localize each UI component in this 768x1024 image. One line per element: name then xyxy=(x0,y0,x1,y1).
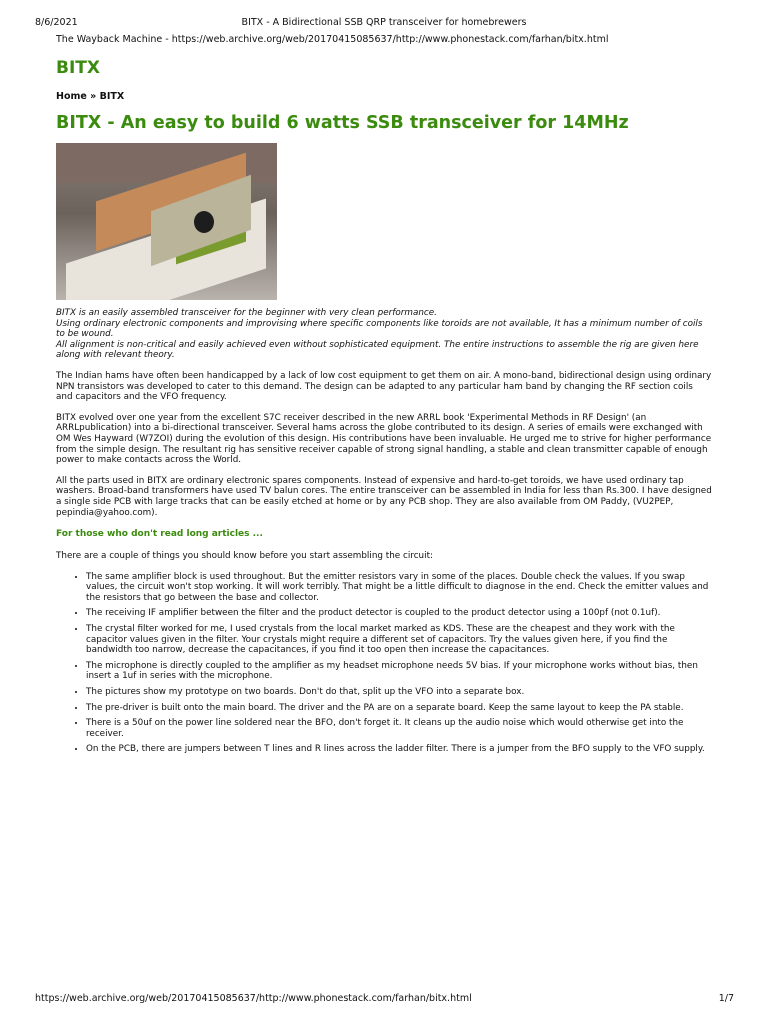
intro-line: Using ordinary electronic components and improvising where specific components like toroids are not available, It has a minimum number of coils to be wound. xyxy=(56,318,703,340)
print-footer xyxy=(0,993,768,1005)
paragraph: The Indian hams have often been handicapped by a lack of low cost equipment to get them on air. A mono-band, bidirectional design using ordinary NPN transistors was developed to cater to this demand. The design can be adapted to any particular ham band by changing the RF section coils and capacitors and the VFO frequency. xyxy=(56,370,712,403)
breadcrumb-home-link[interactable]: Home xyxy=(56,91,87,102)
list-item: • The receiving IF amplifier between the filter and the product detector is coupled to the product detector using a 100pf (not 0.1uf). xyxy=(86,608,712,619)
list-item: • The same amplifier block is used throughout. But the emitter resistors vary in some of the places. Double check the values. If you swap values, the circuit won't stop working. It will work terribly. That might be a little difficult to diagnose in the end. Check the emitter values and the resistors that go between the base and collector. xyxy=(86,572,712,604)
list-item: • On the PCB, there are jumpers between T lines and R lines across the ladder filter. There is a jumper from the BFO supply to the VFO supply. xyxy=(86,744,712,755)
intro-summary xyxy=(56,308,712,361)
intro-line: All alignment is non-critical and easily achieved even without sophisticated equipment. The entire instructions to assemble the rig are given here along with relevant theory. xyxy=(56,339,699,361)
list-item: • The crystal filter worked for me, I used crystals from the local market marked as KDS. These are the cheapest and they work with the capacitor values given in the filter. Your crystals might require a different set of capacitors. Try the values given here, if you find the bandwidth too narrow, decrease the capacitances, if you find it too open then increase the capacitances. xyxy=(86,624,712,656)
print-date: 8/6/2021 xyxy=(35,17,78,28)
breadcrumb-current: BITX xyxy=(99,91,125,102)
breadcrumb-separator: » xyxy=(86,91,100,102)
tips-list xyxy=(56,572,712,755)
print-header xyxy=(0,17,768,29)
page-title: BITX - An easy to build 6 watts SSB transceiver for 14MHz xyxy=(56,113,629,133)
print-url: https://web.archive.org/web/20170415085637/http://www.phonestack.com/farhan/bitx.html xyxy=(35,993,472,1004)
breadcrumb xyxy=(56,90,712,103)
article xyxy=(56,56,712,760)
section-subheading: For those who don't read long articles ... xyxy=(56,529,263,540)
page-number: 1/7 xyxy=(718,993,734,1004)
list-item: • There is a 50uf on the power line soldered near the BFO, don't forget it. It cleans up the audio noise which would otherwise get into the receiver. xyxy=(86,718,712,739)
transceiver-photo xyxy=(56,143,277,300)
intro-line: BITX is an easily assembled transceiver for the beginner with very clean performance. xyxy=(56,308,437,318)
wayback-banner: The Wayback Machine - https://web.archive.org/web/20170415085637/http://www.phonestack.com/farhan/bitx.html xyxy=(56,34,609,45)
paragraph: BITX evolved over one year from the excellent S7C receiver described in the new ARRL book 'Experimental Methods in RF Design' (an ARRLpublication) into a bi-directional transceiver. Several hams across the globe contributed to its design. A series of emails were exchanged with OM Wes Hayward (W7ZOI) during the evolution of this design. His contributions have been invaluable. He urged me to strive for higher performance from the simple design. The resultant rig has sensitive receiver capable of strong signal handling, a stable and clean transmitter capable of enough power to make contacts across the World. xyxy=(56,412,712,466)
list-item: • The pictures show my prototype on two boards. Don't do that, split up the VFO into a separate box. xyxy=(86,687,712,698)
tips-lead: There are a couple of things you should know before you start assembling the circuit: xyxy=(56,551,433,562)
site-title[interactable]: BITX xyxy=(56,58,100,78)
photo-tuning-knob xyxy=(194,211,214,233)
paragraph: All the parts used in BITX are ordinary electronic spares components. Instead of expensive and hard-to-get toroids, we have used ordinary tap washers. Broad-band transformers have used TV balun cores. The entire transceiver can be assembled in India for less than Rs.300. I have designed a single side PCB with large tracks that can be easily etched at home or by any PCB shop. They are also available from OM Paddy, (VU2PEP, pepindia@yahoo.com). xyxy=(56,475,712,518)
list-item: • The microphone is directly coupled to the amplifier as my headset microphone needs 5V bias. If your microphone works without bias, then insert a 1uf in series with the microphone. xyxy=(86,661,712,682)
print-page-title: BITX - A Bidirectional SSB QRP transceiver for homebrewers xyxy=(241,17,527,28)
list-item: • The pre-driver is built onto the main board. The driver and the PA are on a separate board. Keep the same layout to keep the PA stable. xyxy=(86,703,712,714)
